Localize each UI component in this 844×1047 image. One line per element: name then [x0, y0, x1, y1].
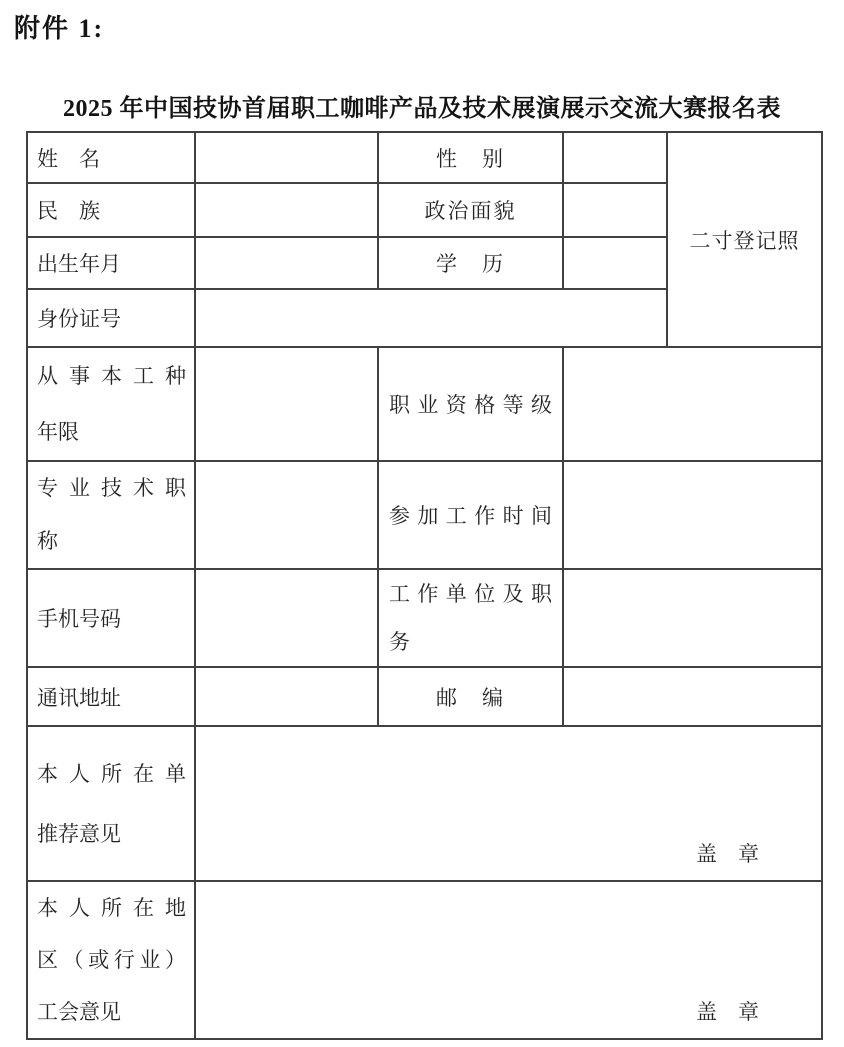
birth-date-label: 出生年月	[27, 237, 195, 289]
gender-label: 性 别	[378, 132, 563, 183]
unit-seal-label: 盖 章	[696, 842, 759, 866]
row-address-postcode	[27, 667, 822, 726]
union-opinion-label: 本人所在地 区（或行业） 工会意见	[27, 881, 195, 1039]
row-trade-years-qualification	[27, 347, 822, 461]
mobile-value-cell	[195, 569, 378, 667]
employer-position-value-cell	[563, 569, 822, 667]
political-status-label: 政治面貌	[378, 183, 563, 237]
id-number-label: 身份证号	[27, 289, 195, 347]
id-number-value-cell	[195, 289, 667, 347]
row-mobile-employer	[27, 569, 822, 667]
trade-years-label: 从事本工种 年限	[27, 347, 195, 461]
postal-code-label: 邮 编	[378, 667, 563, 726]
row-name-gender	[27, 132, 822, 183]
education-label: 学 历	[378, 237, 563, 289]
row-unit-recommendation	[27, 726, 822, 881]
qualification-level-label: 职业资格等级	[378, 347, 563, 461]
work-start-time-label: 参加工作时间	[378, 461, 563, 569]
unit-recommendation-content-cell	[195, 726, 822, 881]
registration-table	[26, 131, 823, 1040]
education-value-cell	[563, 237, 667, 289]
ethnicity-value-cell	[195, 183, 378, 237]
birth-date-value-cell	[195, 237, 378, 289]
name-label: 姓 名	[27, 132, 195, 183]
row-union-opinion	[27, 881, 822, 1039]
political-status-value-cell	[563, 183, 667, 237]
gender-value-cell	[563, 132, 667, 183]
qualification-level-value-cell	[563, 347, 822, 461]
address-value-cell	[195, 667, 378, 726]
name-value-cell	[195, 132, 378, 183]
postal-code-value-cell	[563, 667, 822, 726]
work-start-time-value-cell	[563, 461, 822, 569]
attachment-label: 附件 1:	[14, 14, 105, 43]
photo-placeholder: 二寸登记照	[667, 132, 822, 347]
address-label: 通讯地址	[27, 667, 195, 726]
professional-title-value-cell	[195, 461, 378, 569]
union-seal-label: 盖 章	[696, 1000, 759, 1024]
mobile-label: 手机号码	[27, 569, 195, 667]
employer-position-label: 工作单位及职 务	[378, 569, 563, 667]
row-title-workstart	[27, 461, 822, 569]
union-opinion-content-cell	[195, 881, 822, 1039]
unit-recommendation-label: 本人所在单 推荐意见	[27, 726, 195, 881]
trade-years-value-cell	[195, 347, 378, 461]
form-title: 2025 年中国技协首届职工咖啡产品及技术展演展示交流大赛报名表	[63, 96, 781, 122]
ethnicity-label: 民 族	[27, 183, 195, 237]
professional-title-label: 专业技术职 称	[27, 461, 195, 569]
